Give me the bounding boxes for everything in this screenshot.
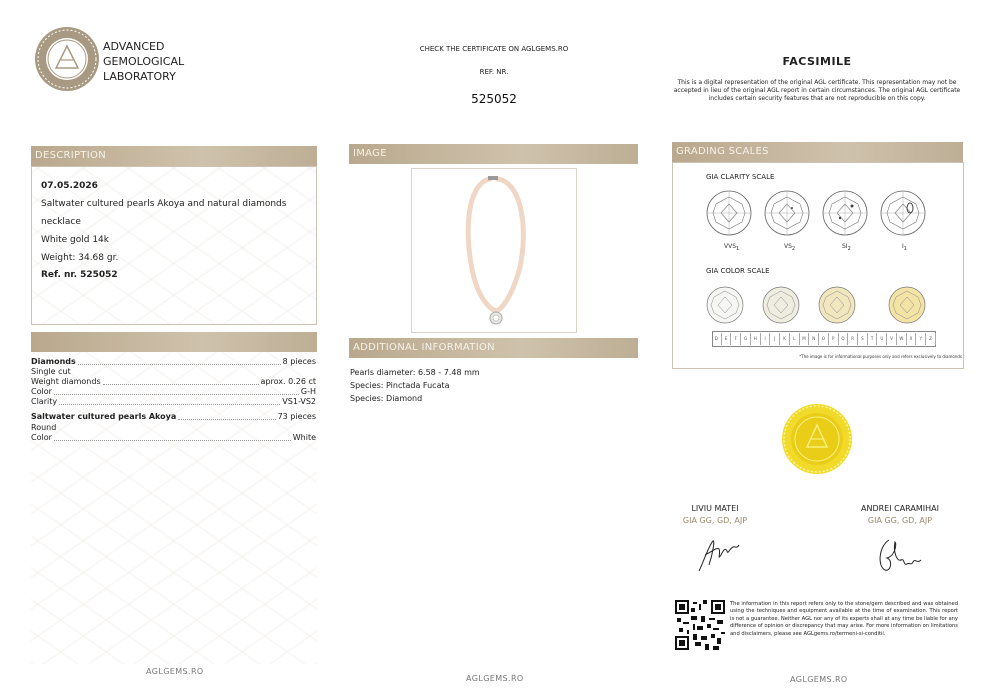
color-scale-tick: M bbox=[800, 333, 810, 345]
detail-diamonds-value: 8 pieces bbox=[282, 357, 316, 366]
check-certificate-text: CHECK THE CERTIFICATE ON AGLGEMS.RO bbox=[419, 45, 569, 53]
detail-diamonds bbox=[31, 357, 316, 367]
verification-qr-code[interactable] bbox=[675, 600, 725, 650]
clarity-label-i1 bbox=[902, 243, 907, 252]
color-scale-tick: S bbox=[858, 333, 868, 345]
detail-cut bbox=[31, 367, 316, 377]
agl-logo bbox=[34, 26, 100, 92]
clarity-label-vvs1 bbox=[724, 243, 739, 252]
diamond-top-view-icon bbox=[764, 190, 810, 236]
color-scale-tick: N bbox=[809, 333, 819, 345]
lab-name-line-1: ADVANCED bbox=[103, 40, 165, 53]
detail-color-value: G-H bbox=[300, 387, 316, 396]
signer-right-name: ANDREI CARAMIHAI bbox=[860, 504, 939, 513]
detail-pearl-color-value: White bbox=[292, 433, 316, 442]
handwritten-signature-icon bbox=[693, 533, 743, 575]
color-scale-tick: R bbox=[848, 333, 858, 345]
disclaimer-text: The information in this report refers only to the stone/gem described and was obtained using the techniques and equipment available at the time of examination. This report is not a guarantee. Neither AGL nor any of its experts shall at any time be liable for any difference of opinion or discrepancy that may arise. For more information on limitations and disclaimers, please see AGLgems.ro/termeni-si-conditii. bbox=[730, 601, 958, 637]
clarity-label-sub: 2 bbox=[847, 246, 851, 253]
diamond-top-view-icon bbox=[888, 286, 926, 324]
clarity-label-sub: 1 bbox=[736, 246, 740, 253]
description-line-1: Saltwater cultured pearls Akoya and natural diamonds bbox=[41, 199, 287, 209]
color-scale-ticks bbox=[712, 333, 936, 345]
lab-name-line-2: GEMOLOGICAL bbox=[103, 55, 185, 68]
color-scale-tick: W bbox=[897, 333, 907, 345]
detail-weight-diamonds bbox=[31, 377, 316, 387]
clarity-label-text: I bbox=[902, 243, 904, 250]
color-diamond-colorless bbox=[706, 286, 744, 328]
color-scale-tick: K bbox=[780, 333, 790, 345]
clarity-label-si2 bbox=[842, 243, 851, 252]
color-scale-tick: Q bbox=[839, 333, 849, 345]
diamond-top-view-icon bbox=[762, 286, 800, 324]
diamond-top-view-icon bbox=[822, 190, 868, 236]
detail-pearl-color-label: Color bbox=[31, 433, 52, 442]
lab-name bbox=[103, 39, 184, 84]
clarity-label-text: VVS bbox=[724, 243, 737, 250]
detail-weight-label: Weight diamonds bbox=[31, 377, 101, 386]
color-scale-tick: U bbox=[877, 333, 887, 345]
detail-pearl-color bbox=[31, 433, 316, 443]
detail-pearls-value: 73 pieces bbox=[277, 412, 316, 421]
diamond-top-view-icon bbox=[818, 286, 856, 324]
clarity-scale-title: GIA CLARITY SCALE bbox=[706, 173, 775, 181]
detail-color-label: Color bbox=[31, 387, 52, 396]
grading-scales-header: GRADING SCALES bbox=[672, 142, 963, 162]
color-scale-tick: J bbox=[770, 333, 780, 345]
clarity-label-text: SI bbox=[842, 243, 848, 250]
color-scale-tick: D bbox=[712, 333, 722, 345]
additional-info-header: ADDITIONAL INFORMATION bbox=[349, 338, 638, 358]
color-diamond-near-colorless bbox=[762, 286, 800, 328]
footer-center: AGLGEMS.RO bbox=[466, 674, 524, 683]
image-header: IMAGE bbox=[349, 144, 638, 164]
clarity-diamond-i1 bbox=[880, 190, 926, 240]
qr-code-icon bbox=[675, 600, 725, 650]
color-scale-tick: Y bbox=[916, 333, 926, 345]
detail-pearls-label: Saltwater cultured pearls Akoya bbox=[31, 412, 177, 421]
color-scale-tick: F bbox=[731, 333, 741, 345]
color-scale-tick: O bbox=[819, 333, 829, 345]
signer-left-name: LIVIU MATEI bbox=[691, 504, 739, 513]
footer-right: AGLGEMS.RO bbox=[790, 675, 848, 684]
color-scale-tick: L bbox=[790, 333, 800, 345]
detail-weight-value: aprox. 0.26 ct bbox=[260, 377, 316, 386]
color-scale-tick: Z bbox=[926, 333, 936, 345]
gold-seal bbox=[781, 403, 853, 475]
detail-diamonds-label: Diamonds bbox=[31, 357, 76, 366]
color-scale-tick: P bbox=[829, 333, 839, 345]
color-scale-tick: X bbox=[907, 333, 917, 345]
ref-label: REF. NR. bbox=[479, 68, 509, 76]
description-ref: Ref. nr. 525052 bbox=[41, 270, 118, 280]
diamond-top-view-icon bbox=[880, 190, 926, 236]
signer-right-title: GIA GG, GD, AJP bbox=[867, 516, 933, 525]
color-scale-tick: E bbox=[722, 333, 732, 345]
necklace-photo bbox=[411, 168, 577, 333]
detail-clarity bbox=[31, 397, 316, 407]
clarity-diamond-vvs1 bbox=[706, 190, 752, 240]
necklace-image bbox=[412, 169, 576, 332]
facsimile-notice: This is a digital representation of the original AGL certificate. This representation may not be accepted in lieu of the original AGL report in certain circumstances. The original AGL certificate includes certain security features that are not reproducible on this copy. bbox=[673, 79, 961, 102]
diamond-top-view-icon bbox=[706, 190, 752, 236]
clarity-diamond-vs2 bbox=[764, 190, 810, 240]
color-scale-tick: G bbox=[741, 333, 751, 345]
pearls-diameter: Pearls diameter: 6.58 - 7.48 mm bbox=[350, 368, 480, 377]
signer-left-title: GIA GG, GD, AJP bbox=[682, 516, 748, 525]
lab-name-line-3: LABORATORY bbox=[103, 70, 176, 83]
diamond-top-view-icon bbox=[706, 286, 744, 324]
handwritten-signature-icon bbox=[875, 536, 923, 576]
color-scale-title: GIA COLOR SCALE bbox=[706, 267, 770, 275]
clarity-label-sub: 1 bbox=[903, 246, 907, 253]
color-scale-tick: I bbox=[761, 333, 771, 345]
clarity-label-sub: 2 bbox=[791, 246, 796, 253]
gold-seal-icon bbox=[781, 403, 853, 475]
detail-cut-label: Single cut bbox=[31, 367, 71, 376]
detail-color bbox=[31, 387, 316, 397]
signature-right bbox=[875, 536, 923, 580]
color-diamond-faint bbox=[818, 286, 856, 328]
description-metal: White gold 14k bbox=[41, 235, 109, 245]
clarity-diamond-si2 bbox=[822, 190, 868, 240]
grading-footnote: *The image is for informational purposes only and refers exclusively to diamonds bbox=[799, 354, 962, 359]
detail-clarity-value: VS1-VS2 bbox=[282, 397, 316, 406]
description-header: DESCRIPTION bbox=[31, 146, 317, 166]
detail-pearls bbox=[31, 412, 316, 422]
details-header bbox=[31, 332, 317, 352]
color-diamond-light bbox=[888, 286, 926, 328]
color-scale-tick: V bbox=[887, 333, 897, 345]
facsimile-title: FACSIMILE bbox=[782, 55, 852, 68]
color-scale-tick: T bbox=[868, 333, 878, 345]
detail-shape bbox=[31, 423, 316, 433]
clarity-label-text: VS bbox=[784, 243, 792, 250]
description-date: 07.05.2026 bbox=[41, 181, 98, 191]
clarity-label-vs2 bbox=[784, 243, 795, 252]
ref-number: 525052 bbox=[471, 92, 517, 106]
species-pearl: Species: Pinctada Fucata bbox=[350, 381, 450, 390]
description-weight: Weight: 34.68 gr. bbox=[41, 253, 119, 263]
color-scale-tick: H bbox=[751, 333, 761, 345]
footer-left: AGLGEMS.RO bbox=[146, 667, 204, 676]
detail-clarity-label: Clarity bbox=[31, 397, 58, 406]
description-line-2: necklace bbox=[41, 217, 81, 227]
detail-shape-label: Round bbox=[31, 423, 57, 432]
agl-seal-icon bbox=[34, 26, 100, 92]
species-diamond: Species: Diamond bbox=[350, 394, 423, 403]
signature-left bbox=[693, 533, 743, 579]
